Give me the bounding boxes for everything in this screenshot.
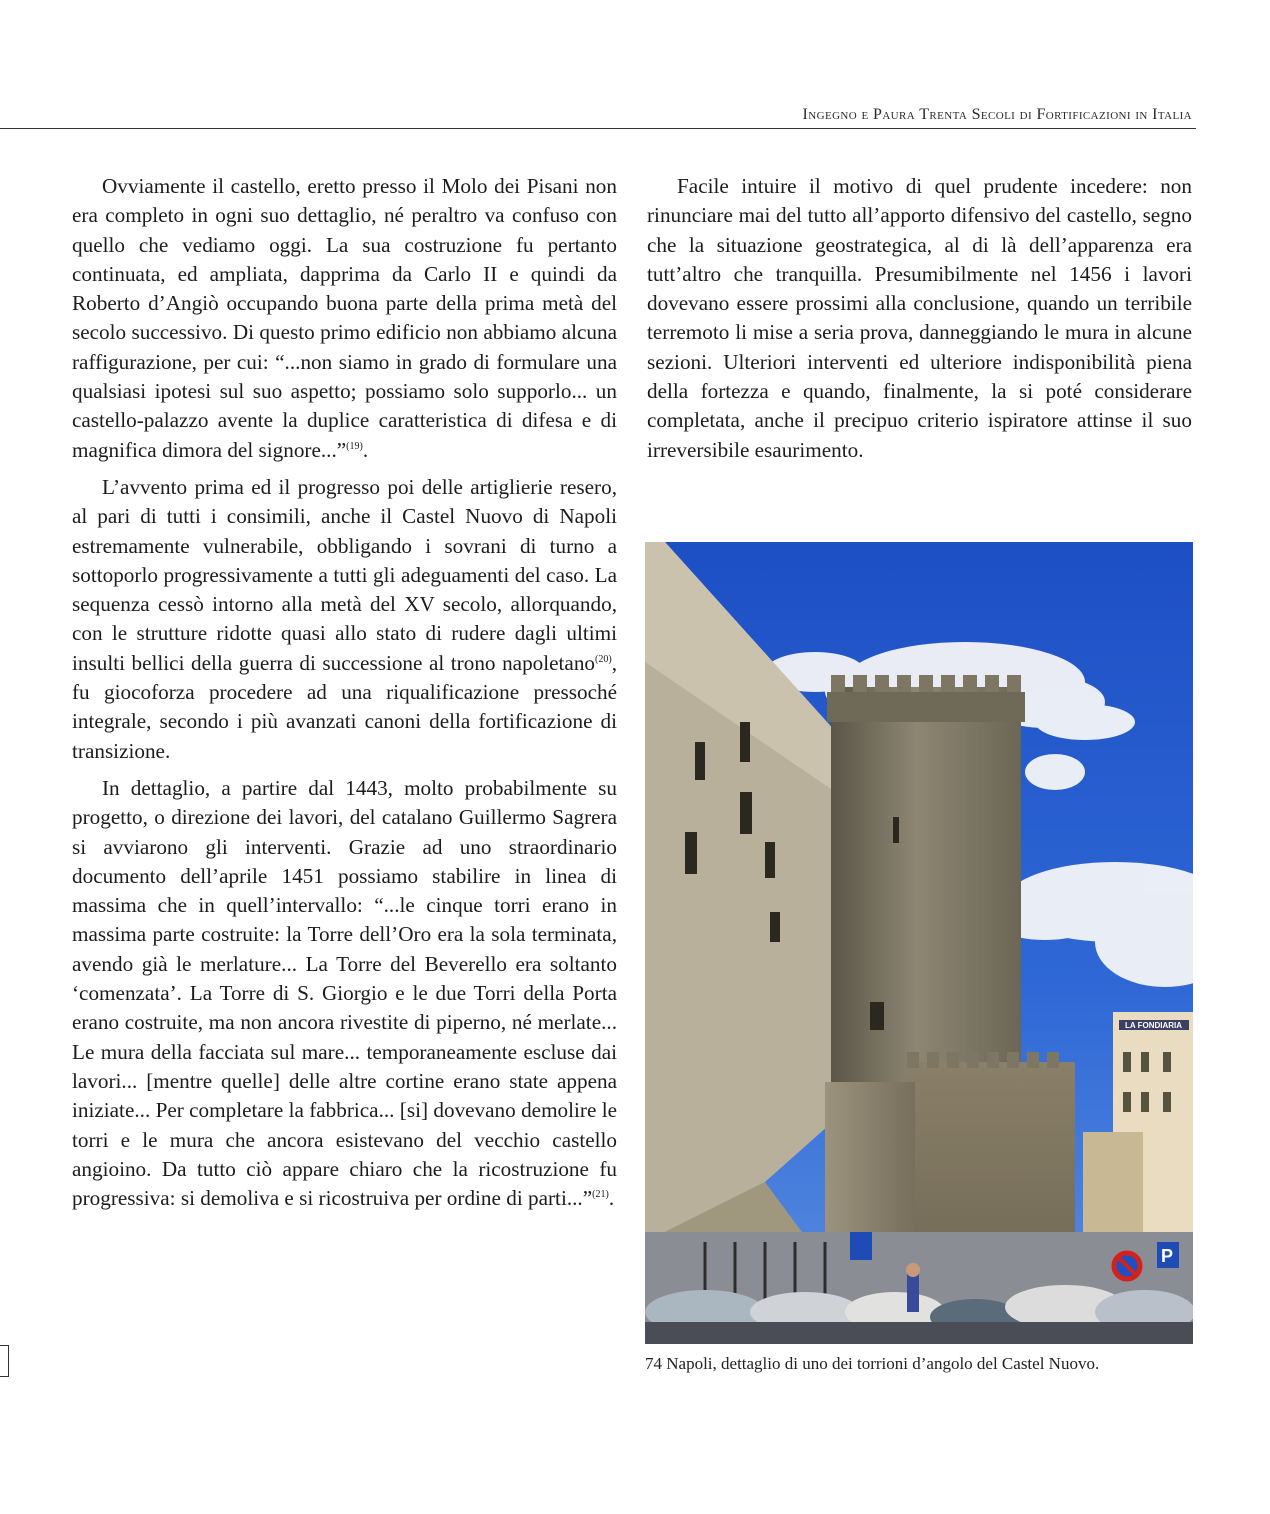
left-column (72, 172, 617, 1221)
footnote-ref[interactable]: (20) (595, 653, 612, 665)
paragraph: In dettaglio, a partire dal 1443, molto probabilmente su progetto, o direzione dei lavori, del catalano Guillermo Sagrera si avviarono gli interventi. Grazie ad uno straordinario documento dell’aprile 1451 possiamo stabilire in linea di massima che in quell’intervallo: “...le cinque torri erano in massima parte costruite: la Torre dell’Oro era la sola terminata, avendo già le merlature... La Torre del Beverello era soltanto ‘comenzata’. La Torre di S. Giorgio e le due Torri della Porta erano costruite, ma non ancora rivestite di piperno, né merlate... Le mura della facciata sul mare... temporaneamente escluse dai lavori... [mentre quelle] delle altre cortine erano state appena iniziate... Per completare la fabbrica... [si] dovevano demolire le torri e le mura che ancora esistevano del vecchio castello angioino. Da tutto ciò appare chiaro che la ricostruzione fu progressiva: si demoliva e si ricostruiva per ordine di parti...”$^{(21)}$. (72, 775, 617, 1211)
footnote-ref[interactable]: (21) (592, 1189, 609, 1201)
castle-photo (645, 542, 1193, 1344)
paragraph: L’avvento prima ed il progresso poi delle artiglierie resero, al pari di tutti i consimili, anche il Castel Nuovo di Napoli estremamente vulnerabile, obbligando i sovrani di turno a sottoporlo progressivamente a tutti gli adeguamenti del caso. La sequenza cessò intorno alla metà del XV secolo, allorquando, con le strutture ridotte quasi allo stato di rudere dagli ultimi insulti bellici della guerra di successione al trono napoletano$^{(20)}$, fu giocoforza procedere ad una riqualificazione pressoché integrale, secondo i più avanzati canoni della fortificazione di transizione. (72, 474, 617, 763)
right-column (647, 172, 1192, 473)
parking-sign: P (1161, 1246, 1174, 1266)
running-head: Ingegno e Paura Trenta Secoli di Fortificazioni in Italia (802, 106, 1192, 123)
paragraph: Facile intuire il motivo di quel prudente incedere: non rinunciare mai del tutto all’apporto difensivo del castello, segno che la situazione geostrategica, al di là dell’apparenza era tutt’altro che tranquilla. Presumibilmente nel 1456 i lavori dovevano essere prossimi alla conclusione, quando un terribile terremoto li mise a seria prova, danneggiando le mura in alcune sezioni. Ulteriori interventi ed ulteriore indisponibilità piena della fortezza e quando, finalmente, la si poté considerare completata, anche il precipuo criterio ispiratore attinse il suo irreversibile esaurimento. (647, 174, 1192, 462)
footnote-ref[interactable]: (19) (346, 440, 363, 452)
figure-caption: 74 Napoli, dettaglio di uno dei torrioni d’angolo del Castel Nuovo. (645, 1354, 1100, 1373)
page-edge-mark (0, 1345, 9, 1377)
paragraph: Ovviamente il castello, eretto presso il Molo dei Pisani non era completo in ogni suo dettaglio, né peraltro va confuso con quello che vediamo oggi. La sua costruzione fu pertanto continuata, ed ampliata, dapprima da Carlo II e quindi da Roberto d’Angiò occupando buona parte della prima metà del secolo successivo. Di questo primo edificio non abbiamo alcuna raffigurazione, per cui: “...non siamo in grado di formulare una qualsiasi ipotesi sul suo aspetto; possiamo solo supporlo... un castello-palazzo avente la duplice caratteristica di difesa e di magnifica dimora del signore...”$^{(19)}$. (72, 174, 617, 462)
building-sign: LA FONDIARIA (1125, 1021, 1183, 1030)
header-rule (0, 128, 1196, 129)
